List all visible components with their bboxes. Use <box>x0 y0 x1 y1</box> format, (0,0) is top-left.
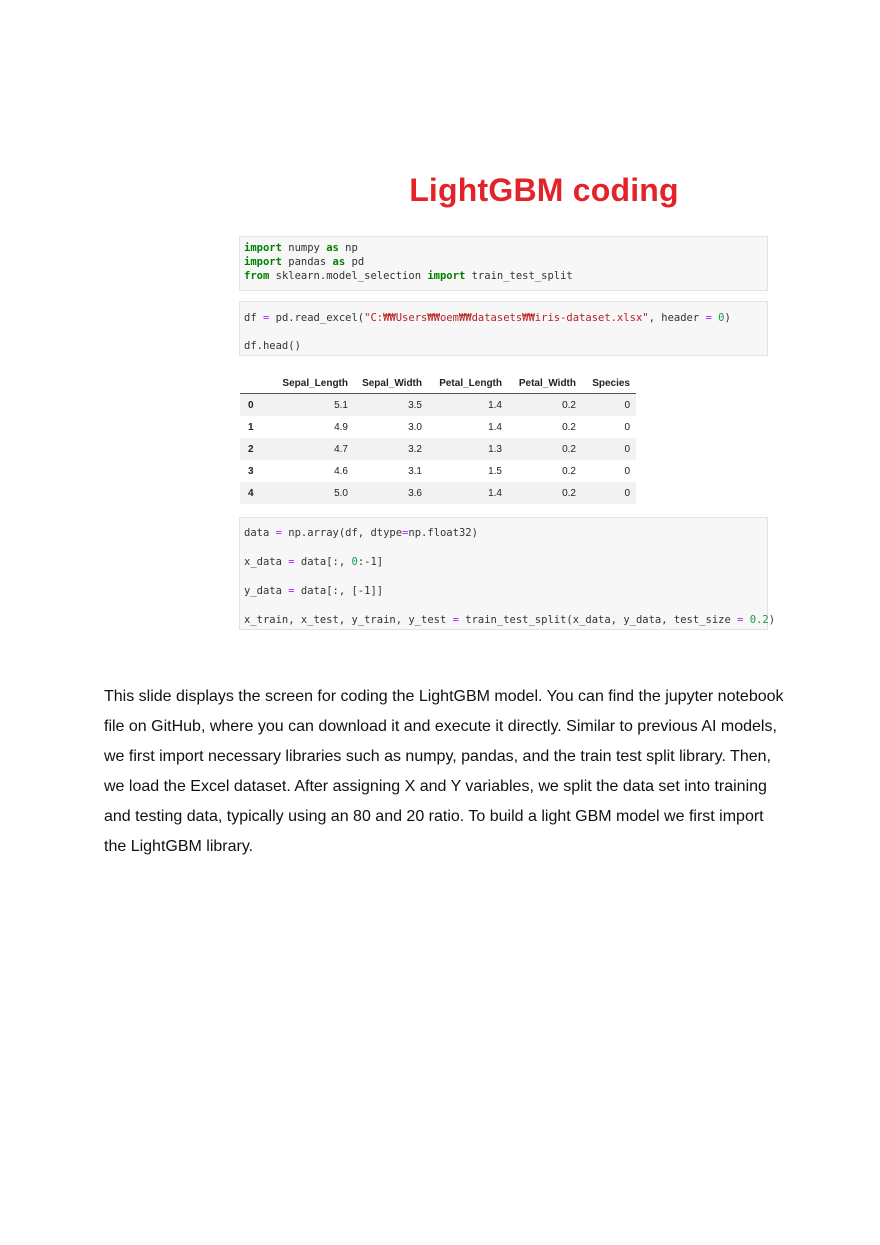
table-cell: 1.3 <box>488 443 502 455</box>
column-header: Sepal_Length <box>266 373 354 394</box>
table-row <box>240 438 636 460</box>
table-cell: 0.2 <box>562 465 576 477</box>
code-line: from sklearn.model_selection import train_test_split <box>244 270 573 282</box>
table-cell: 4.6 <box>334 465 348 477</box>
column-header: Petal_Width <box>508 373 582 394</box>
table-row <box>240 416 636 438</box>
table-cell: 0 <box>624 421 630 433</box>
slide-title: LightGBM coding <box>409 172 679 208</box>
code-line: df = pd.read_excel("C:₩₩Users₩₩oem₩₩datasets₩₩iris-dataset.xlsx", header = 0) <box>244 312 731 324</box>
row-index: 1 <box>248 421 254 433</box>
table-cell: 0 <box>624 465 630 477</box>
table-cell: 3.1 <box>408 465 422 477</box>
table-cell: 3.5 <box>408 399 422 411</box>
table-cell: 4.7 <box>334 443 348 455</box>
column-header <box>240 373 266 394</box>
column-header: Species <box>582 373 636 394</box>
table-cell: 0 <box>624 487 630 499</box>
row-index: 0 <box>248 399 254 411</box>
table-cell: 1.4 <box>488 487 502 499</box>
code-line: import pandas as pd <box>244 256 365 268</box>
table-cell: 1.5 <box>488 465 502 477</box>
table-cell: 1.4 <box>488 399 502 411</box>
code-line: data = np.array(df, dtype=np.float32) <box>244 527 478 539</box>
table-header-row <box>240 373 636 394</box>
table-cell: 1.4 <box>488 421 502 433</box>
table-cell: 5.1 <box>334 399 348 411</box>
table-cell: 3.0 <box>408 421 422 433</box>
table-cell: 3.2 <box>408 443 422 455</box>
table-cell: 0 <box>624 399 630 411</box>
table-row <box>240 394 636 417</box>
row-index: 2 <box>248 443 254 455</box>
column-header: Petal_Length <box>428 373 508 394</box>
row-index: 3 <box>248 465 254 477</box>
table-cell: 5.0 <box>334 487 348 499</box>
table-cell: 0.2 <box>562 421 576 433</box>
dataframe-output-table <box>240 373 636 504</box>
code-line: y_data = data[:, [-1]] <box>244 585 384 597</box>
code-line: x_train, x_test, y_train, y_test = train_test_split(x_data, y_data, test_size = 0.2) <box>244 614 776 626</box>
code-cell-imports[interactable] <box>239 236 768 291</box>
table-cell: 0.2 <box>562 399 576 411</box>
table-row <box>240 460 636 482</box>
table-cell: 4.9 <box>334 421 348 433</box>
code-cell-split[interactable] <box>239 517 776 630</box>
table-cell: 3.6 <box>408 487 422 499</box>
description-paragraph: This slide displays the screen for coding the LightGBM model. You can find the jupyter notebook file on GitHub, where you can download it and execute it directly. Similar to previous AI models, we first import necessary libraries such as numpy, pandas, and the train test split library. Then, we load the Excel dataset. After assigning X and Y variables, we split the data set into training and testing data, typically using an 80 and 20 ratio. To build a light GBM model we first import the LightGBM library. <box>104 688 784 855</box>
table-cell: 0.2 <box>562 487 576 499</box>
code-cell-read-excel[interactable] <box>239 301 768 356</box>
code-line: x_data = data[:, 0:-1] <box>244 556 384 568</box>
row-index: 4 <box>248 487 254 499</box>
table-cell: 0 <box>624 443 630 455</box>
table-cell: 0.2 <box>562 443 576 455</box>
code-line: import numpy as np <box>244 242 358 254</box>
table-row <box>240 482 636 504</box>
column-header: Sepal_Width <box>354 373 428 394</box>
code-line: df.head() <box>244 340 301 352</box>
